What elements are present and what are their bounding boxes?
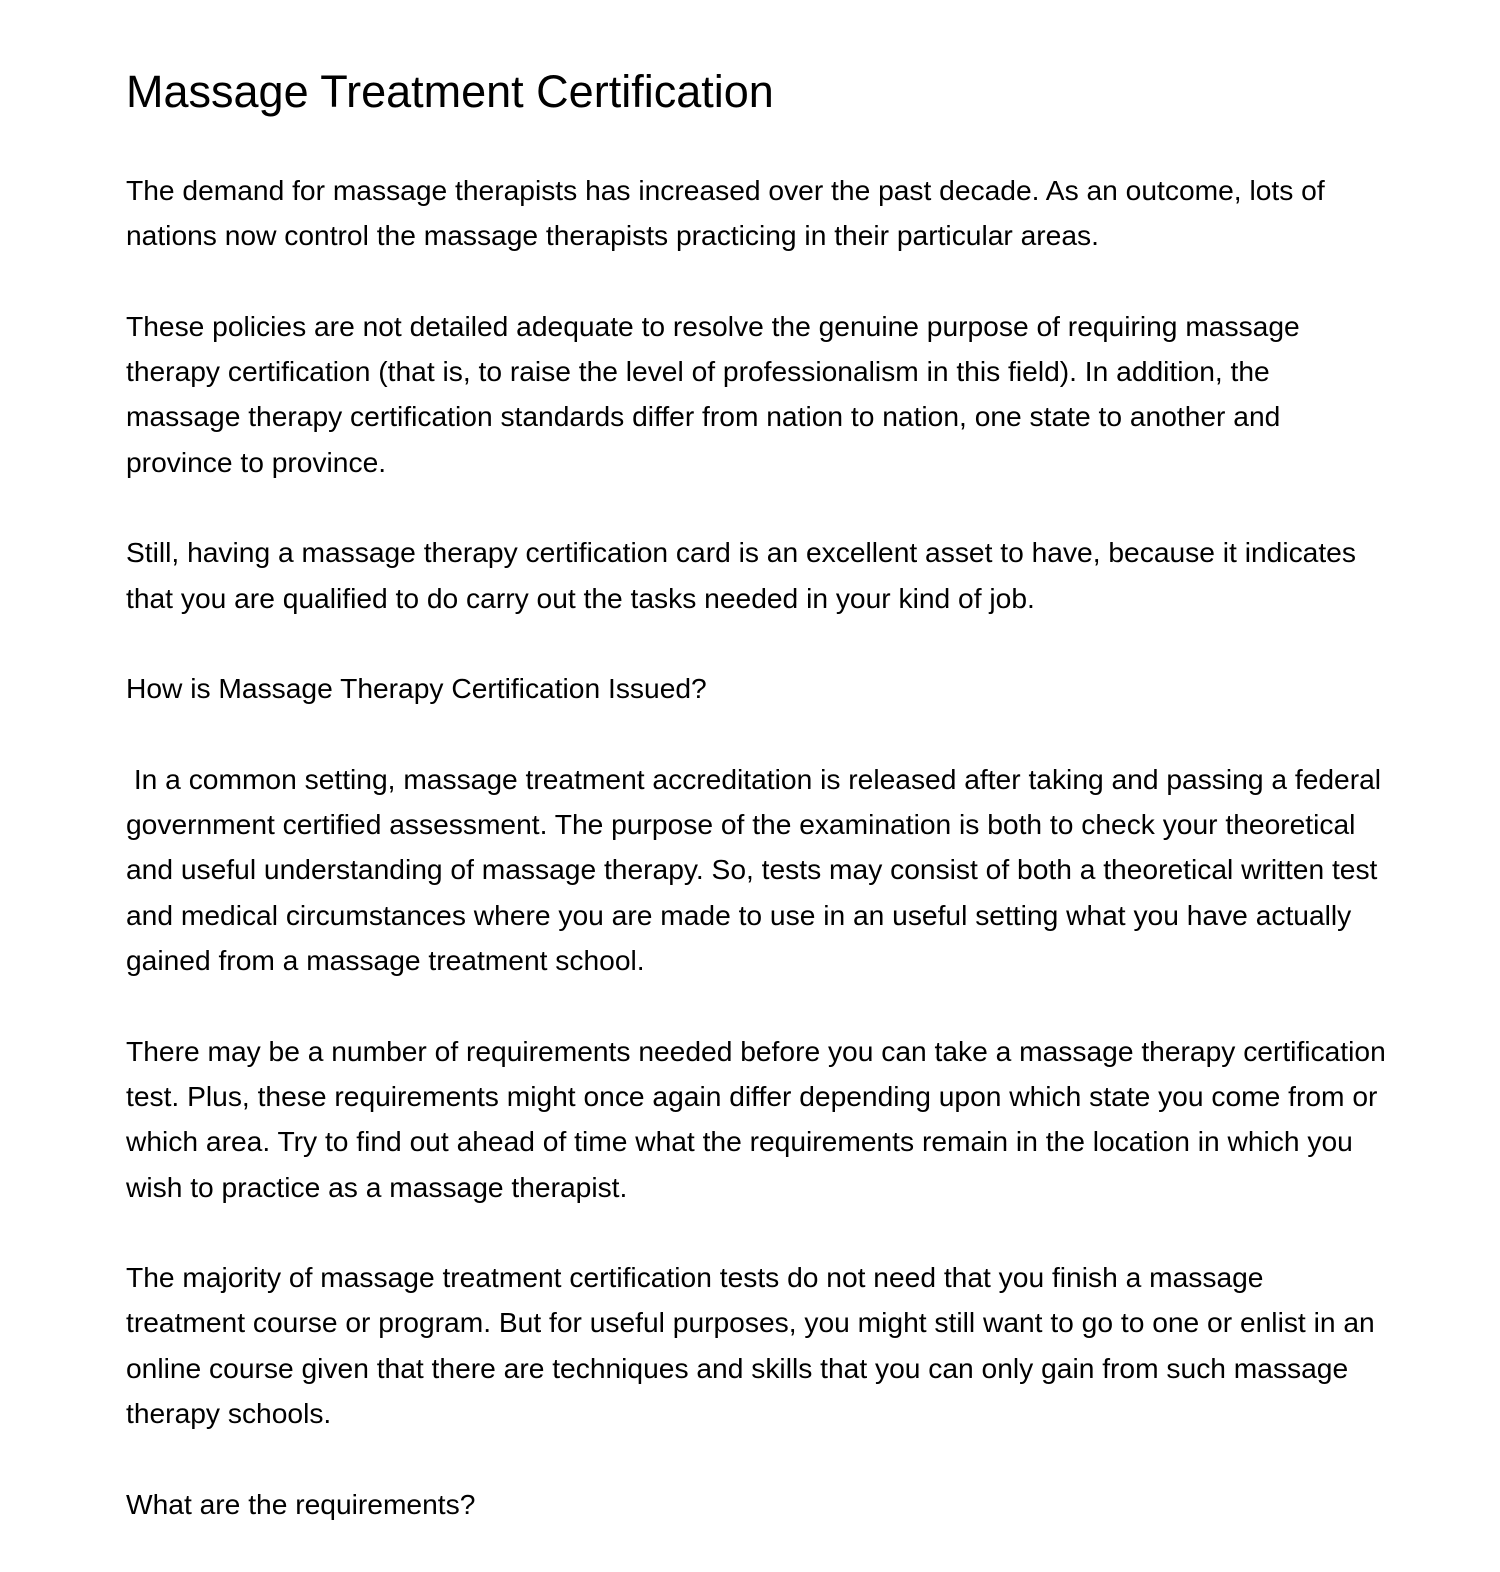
document-body (126, 64, 1394, 1572)
paragraph-certification-card: Still, having a massage therapy certification card is an excellent asset to have, because it indicates that you are qualified to do carry out the tasks needed in your kind of job. (126, 536, 1364, 614)
paragraph-requirements: There may be a number of requirements needed before you can take a massage therapy certification test. Plus, these requirements might once again differ depending upon which state you come from or which area. Try to find out ahead of time what the requirements remain in the location in which you wish to practice as a massage therapist. (126, 1034, 1394, 1203)
paragraph-intro: The demand for massage therapists has increased over the past decade. As an outcome, lots of nations now control the massage therapists practicing in their particular areas. (126, 174, 1333, 252)
document-title: Massage Treatment Certification (126, 66, 774, 117)
paragraph-common-setting: In a common setting, massage treatment accreditation is released after taking and passing a federal government certified assessment. The purpose of the examination is both to check your theoretical and useful understanding of massage therapy. So, tests may consist of both a theoretical written test and medical circumstances where you are made to use in an useful setting what you have actually gained from a massage treatment school. (126, 762, 1389, 977)
paragraph-policies: These policies are not detailed adequate to resolve the genuine purpose of requiring massage therapy certification (that is, to raise the level of professionalism in this field). In addition, the massage therapy certification standards differ from nation to nation, one state to another and province to province. (126, 309, 1308, 478)
section-heading-how-issued: How is Massage Therapy Certification Issued? (126, 672, 707, 705)
paragraph-majority-tests: The majority of massage treatment certification tests do not need that you finish a massage treatment course or program. But for useful purposes, you might still want to go to one or enlist in an online course given that there are techniques and skills that you can only gain from such massage therapy schools. (126, 1261, 1383, 1430)
section-heading-requirements: What are the requirements? (126, 1487, 476, 1520)
